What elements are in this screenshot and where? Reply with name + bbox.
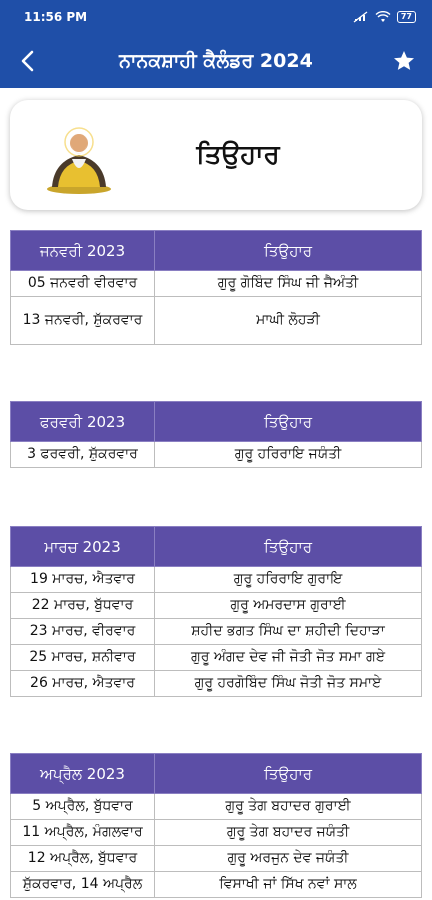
table-row	[11, 297, 422, 345]
festival-cell: ਮਾਘੀ ਲੋਹੜੀ	[155, 297, 422, 345]
table-row	[11, 820, 422, 846]
table-row	[11, 872, 422, 898]
table-row	[11, 645, 422, 671]
table-header-row	[11, 231, 422, 271]
favorite-button[interactable]	[386, 43, 422, 79]
status-time: 11:56 PM	[24, 10, 88, 24]
date-cell: 05 ਜਨਵਰੀ ਵੀਰਵਾਰ	[11, 271, 155, 297]
festival-header: ਤਿਉਹਾਰ	[155, 231, 422, 271]
date-cell: 23 ਮਾਰਚ, ਵੀਰਵਾਰ	[11, 619, 155, 645]
date-cell: 12 ਅਪ੍ਰੈਲ, ਬੁੱਧਵਾਰ	[11, 846, 155, 872]
back-button[interactable]	[10, 43, 46, 79]
date-cell: 5 ਅਪ੍ਰੈਲ, ਬੁੱਧਵਾਰ	[11, 794, 155, 820]
month-header: ਜਨਵਰੀ 2023	[11, 231, 155, 271]
date-cell: 22 ਮਾਰਚ, ਬੁੱਧਵਾਰ	[11, 593, 155, 619]
festival-cell: ਗੁਰੂ ਤੇਗ ਬਹਾਦਰ ਗੁਰਾਈ	[155, 794, 422, 820]
month-header: ਅਪ੍ਰੈਲ 2023	[11, 754, 155, 794]
festival-cell: ਗੁਰੂ ਹਰਿਰਾਇ ਗੁਰਾਇ	[155, 567, 422, 593]
battery-icon	[397, 11, 416, 23]
month-table-january	[10, 230, 422, 345]
festival-cell: ਗੁਰੂ ਹਰਗੋਬਿੰਦ ਸਿੰਘ ਜੋਤੀ ਜੋਤ ਸਮਾਏ	[155, 671, 422, 697]
page-title: ਨਾਨਕਸ਼ਾਹੀ ਕੈਲੰਡਰ 2024	[119, 50, 313, 72]
festival-cell: ਗੁਰੂ ਅਮਰਦਾਸ ਗੁਰਾਈ	[155, 593, 422, 619]
month-header: ਫਰਵਰੀ 2023	[11, 402, 155, 442]
date-cell: 13 ਜਨਵਰੀ, ਸ਼ੁੱਕਰਵਾਰ	[11, 297, 155, 345]
table-row	[11, 846, 422, 872]
table-row	[11, 442, 422, 468]
date-cell: 25 ਮਾਰਚ, ਸ਼ਨੀਵਾਰ	[11, 645, 155, 671]
app-bar	[0, 34, 432, 88]
star-icon	[392, 49, 416, 73]
date-cell: 3 ਫਰਵਰੀ, ਸ਼ੁੱਕਰਵਾਰ	[11, 442, 155, 468]
date-cell: 26 ਮਾਰਚ, ਐਤਵਾਰ	[11, 671, 155, 697]
festival-header: ਤਿਉਹਾਰ	[155, 754, 422, 794]
guru-illustration-icon	[44, 115, 114, 195]
back-arrow-icon	[20, 50, 36, 72]
festival-cell: ਗੁਰੂ ਤੇਗ ਬਹਾਦਰ ਜਯੰਤੀ	[155, 820, 422, 846]
date-cell: 11 ਅਪ੍ਰੈਲ, ਮੰਗਲਵਾਰ	[11, 820, 155, 846]
festival-cell: ਗੁਰੂ ਗੋਬਿੰਦ ਸਿੰਘ ਜੀ ਜੈਅੰਤੀ	[155, 271, 422, 297]
table-row	[11, 593, 422, 619]
table-row	[11, 794, 422, 820]
table-row	[11, 619, 422, 645]
festival-cell: ਵਿਸਾਖੀ ਜਾਂ ਸਿੱਖ ਨਵਾਂ ਸਾਲ	[155, 872, 422, 898]
date-cell: ਸ਼ੁੱਕਰਵਾਰ, 14 ਅਪ੍ਰੈਲ	[11, 872, 155, 898]
festival-header: ਤਿਉਹਾਰ	[155, 527, 422, 567]
festival-cell: ਗੁਰੂ ਅਰਜੁਨ ਦੇਵ ਜਯੰਤੀ	[155, 846, 422, 872]
table-row	[11, 271, 422, 297]
festival-cell: ਗੁਰੂ ਹਰਿਰਾਇ ਜਯੰਤੀ	[155, 442, 422, 468]
festival-header: ਤਿਉਹਾਰ	[155, 402, 422, 442]
table-row	[11, 671, 422, 697]
month-table-april	[10, 753, 422, 898]
wifi-icon	[375, 11, 391, 23]
month-header: ਮਾਰਚ 2023	[11, 527, 155, 567]
battery-level: 77	[400, 12, 412, 21]
festival-cell: ਸ਼ਹੀਦ ਭਗਤ ਸਿੰਘ ਦਾ ਸ਼ਹੀਦੀ ਦਿਹਾੜਾ	[155, 619, 422, 645]
month-table-march	[10, 526, 422, 697]
table-header-row	[11, 527, 422, 567]
festival-cell: ਗੁਰੂ ਅੰਗਦ ਦੇਵ ਜੀ ਜੋਤੀ ਜੋਤ ਸਮਾ ਗਏ	[155, 645, 422, 671]
table-header-row	[11, 402, 422, 442]
mute-icon	[353, 11, 369, 23]
date-cell: 19 ਮਾਰਚ, ਐਤਵਾਰ	[11, 567, 155, 593]
table-header-row	[11, 754, 422, 794]
banner-title: ਤਿਉਹਾਰ	[196, 139, 280, 170]
status-bar	[0, 0, 432, 34]
month-table-february	[10, 401, 422, 468]
festival-banner	[10, 100, 422, 210]
table-row	[11, 567, 422, 593]
